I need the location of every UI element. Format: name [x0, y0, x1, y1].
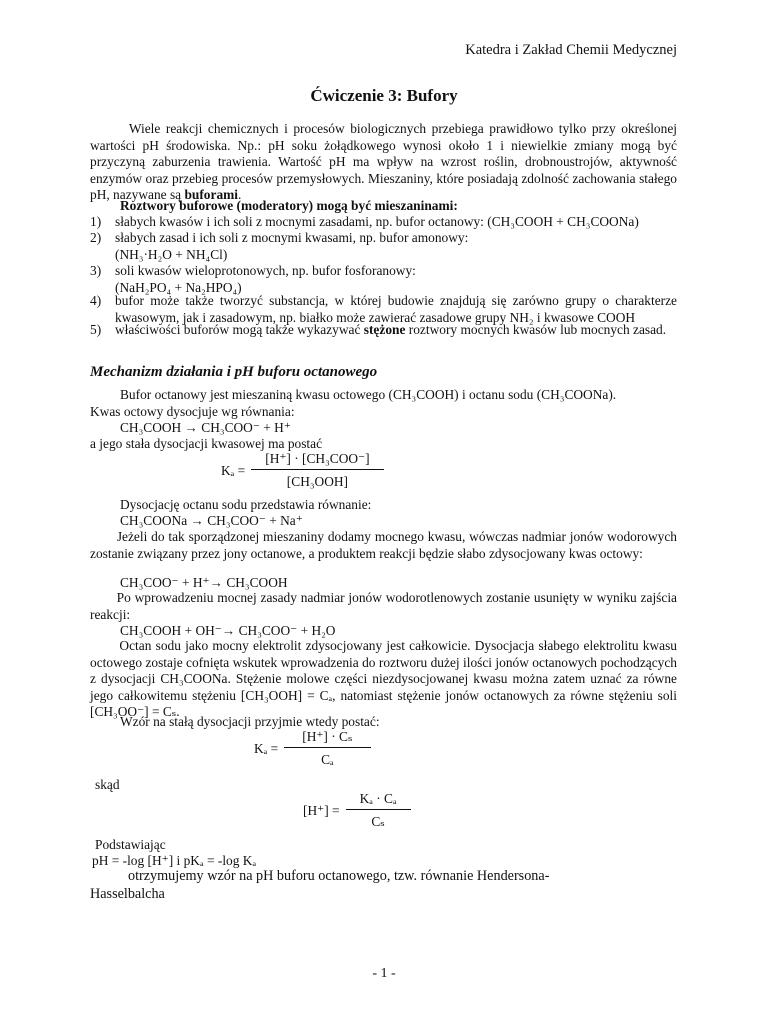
equation: pH = -log [H⁺] i pKₐ = -log Kₐ	[92, 853, 257, 868]
ka-formula	[221, 451, 384, 490]
list-item	[90, 230, 677, 263]
paragraph: Octan sodu jako mocny elektrolit zdysocjowany jest całkowicie. Dysocjacja słabego elektrolitu kwasu octowego zostaje cofnięta wskutek wprowadzenia do roztworu dużej ilości jonów octanowych pochodzących z dysocjacji CH₃COONa. Stężenie molowe części niezdysocjowanej kwasu można zatem uznać za równe jego całkowitemu stężeniu [CH₃OOH] = Cₐ, natomiast stężenie jonów octanowych za równe stężeniu soli [CH₃OO⁻] = Cₛ.	[90, 638, 677, 720]
formula-numerator: [H⁺] · [CH₃COO⁻]	[265, 451, 370, 466]
formula-denominator: [CH₃OOH]	[286, 474, 348, 489]
list-text: słabych zasad i ich soli z mocnymi kwasami, np. bufor amonowy:	[115, 230, 469, 245]
formula-denominator: Cₐ	[321, 752, 334, 767]
paragraph: Wzór na stałą dysocjacji przyjmie wtedy postać:	[120, 714, 380, 729]
list-formula: (NH₃·H₂O + NH₄Cl)	[115, 246, 228, 262]
equation: CH₃COOH → CH₃COO⁻ + H⁺	[120, 420, 291, 435]
intro-end: .	[238, 187, 242, 203]
list-item	[90, 322, 677, 339]
list-item	[90, 263, 677, 296]
intro-bold-term: buforami	[184, 187, 239, 203]
list-number: 3)	[90, 263, 102, 278]
formula-lhs: Kₐ =	[221, 462, 246, 478]
list-number: 4)	[90, 293, 102, 308]
paragraph: a jego stała dysocjacji kwasowej ma postać	[90, 436, 323, 451]
page-number: - 1 -	[372, 966, 396, 981]
paragraph: Dysocjację octanu sodu przedstawia równanie:	[120, 497, 372, 512]
formula-numerator: [H⁺] · Cₛ	[302, 729, 353, 744]
paragraph: skąd	[95, 777, 120, 792]
list-item	[90, 214, 677, 231]
equation: CH₃COOH + OH⁻→ CH₃COO⁻ + H₂O	[120, 623, 336, 638]
list-text: właściwości buforów mogą także wykazywać stężone roztwory mocnych kwasów lub mocnych zasad.	[115, 322, 667, 337]
intro-text: Wiele reakcji chemicznych i procesów biologicznych przebiega prawidłowo tylko przy określonej wartości pH środowiska. Np.: pH soku żołądkowego wynosi około 1 i niewielkie zmiany mogą być przyczyną zaburzenia trawienia. Wartość pH ma wpływ na wzrost roślin, drobnoustrojów, aktywność enzymów oraz przebieg procesów przemysłowych. Mieszaniny, które posiadają zdolność zachowania stałego pH, nazywane są	[90, 121, 677, 203]
paragraph: otrzymujemy wzór na pH buforu octanowego, tzw. równanie Hendersona-	[128, 868, 550, 884]
formula-lhs: [H⁺] =	[303, 802, 340, 818]
page-header: Katedra i Zakład Chemii Medycznej	[465, 42, 677, 58]
equation: CH₃COONa → CH₃COO⁻ + Na⁺	[120, 513, 303, 528]
h-concentration-formula	[303, 791, 411, 830]
paragraph: Po wprowadzeniu mocnej zasady nadmiar jonów wodorotlenowych zostanie usunięty w wyniku zajścia reakcji:	[90, 590, 677, 622]
list-text: bufor może także tworzyć substancja, w której budowie znajdują się zarówno grupy o charakterze kwasowym, jak i zasadowym, np. białko może zawierać zasadowe grupy NH₂ i kwasowe COOH	[115, 293, 677, 325]
paragraph: Hasselbalcha	[90, 886, 165, 902]
mixtures-heading: Roztwory buforowe (moderatory) mogą być mieszaninami:	[120, 198, 458, 213]
formula-denominator: Cₛ	[371, 814, 385, 829]
paragraph: Kwas octowy dysocjuje wg równania:	[90, 404, 295, 419]
section-title: Mechanizm działania i pH buforu octanowego	[90, 364, 378, 380]
equation: CH₃COO⁻ + H⁺→ CH₃COOH	[120, 575, 288, 590]
ka-simplified-formula	[254, 729, 371, 768]
list-number: 1)	[90, 214, 102, 229]
list-text: słabych kwasów i ich soli z mocnymi zasadami, np. bufor octanowy: (CH₃COOH + CH₃COONa)	[115, 214, 639, 229]
paragraph: Bufor octanowy jest mieszaniną kwasu octowego (CH₃COOH) i octanu sodu (CH₃COONa).	[120, 387, 617, 402]
intro-paragraph	[90, 121, 677, 204]
list-number: 2)	[90, 230, 102, 245]
formula-numerator: Kₐ · Cₐ	[359, 791, 397, 806]
bold-term: stężone	[363, 322, 406, 337]
paragraph: Jeżeli do tak sporządzonej mieszaniny dodamy mocnego kwasu, wówczas nadmiar jonów wodorowych zostanie związany przez jony octanowe, a produktem reakcji będzie słabo zdysocjowany kwas octowy:	[90, 529, 677, 561]
paragraph: Podstawiając	[95, 837, 166, 852]
list-number: 5)	[90, 322, 102, 337]
list-formula: (NaH₂PO₄ + Na₂HPO₄)	[115, 279, 242, 295]
page-title: Ćwiczenie 3: Bufory	[310, 86, 458, 105]
formula-lhs: Kₐ =	[254, 740, 279, 756]
list-text: soli kwasów wieloprotonowych, np. bufor fosforanowy:	[115, 263, 416, 278]
